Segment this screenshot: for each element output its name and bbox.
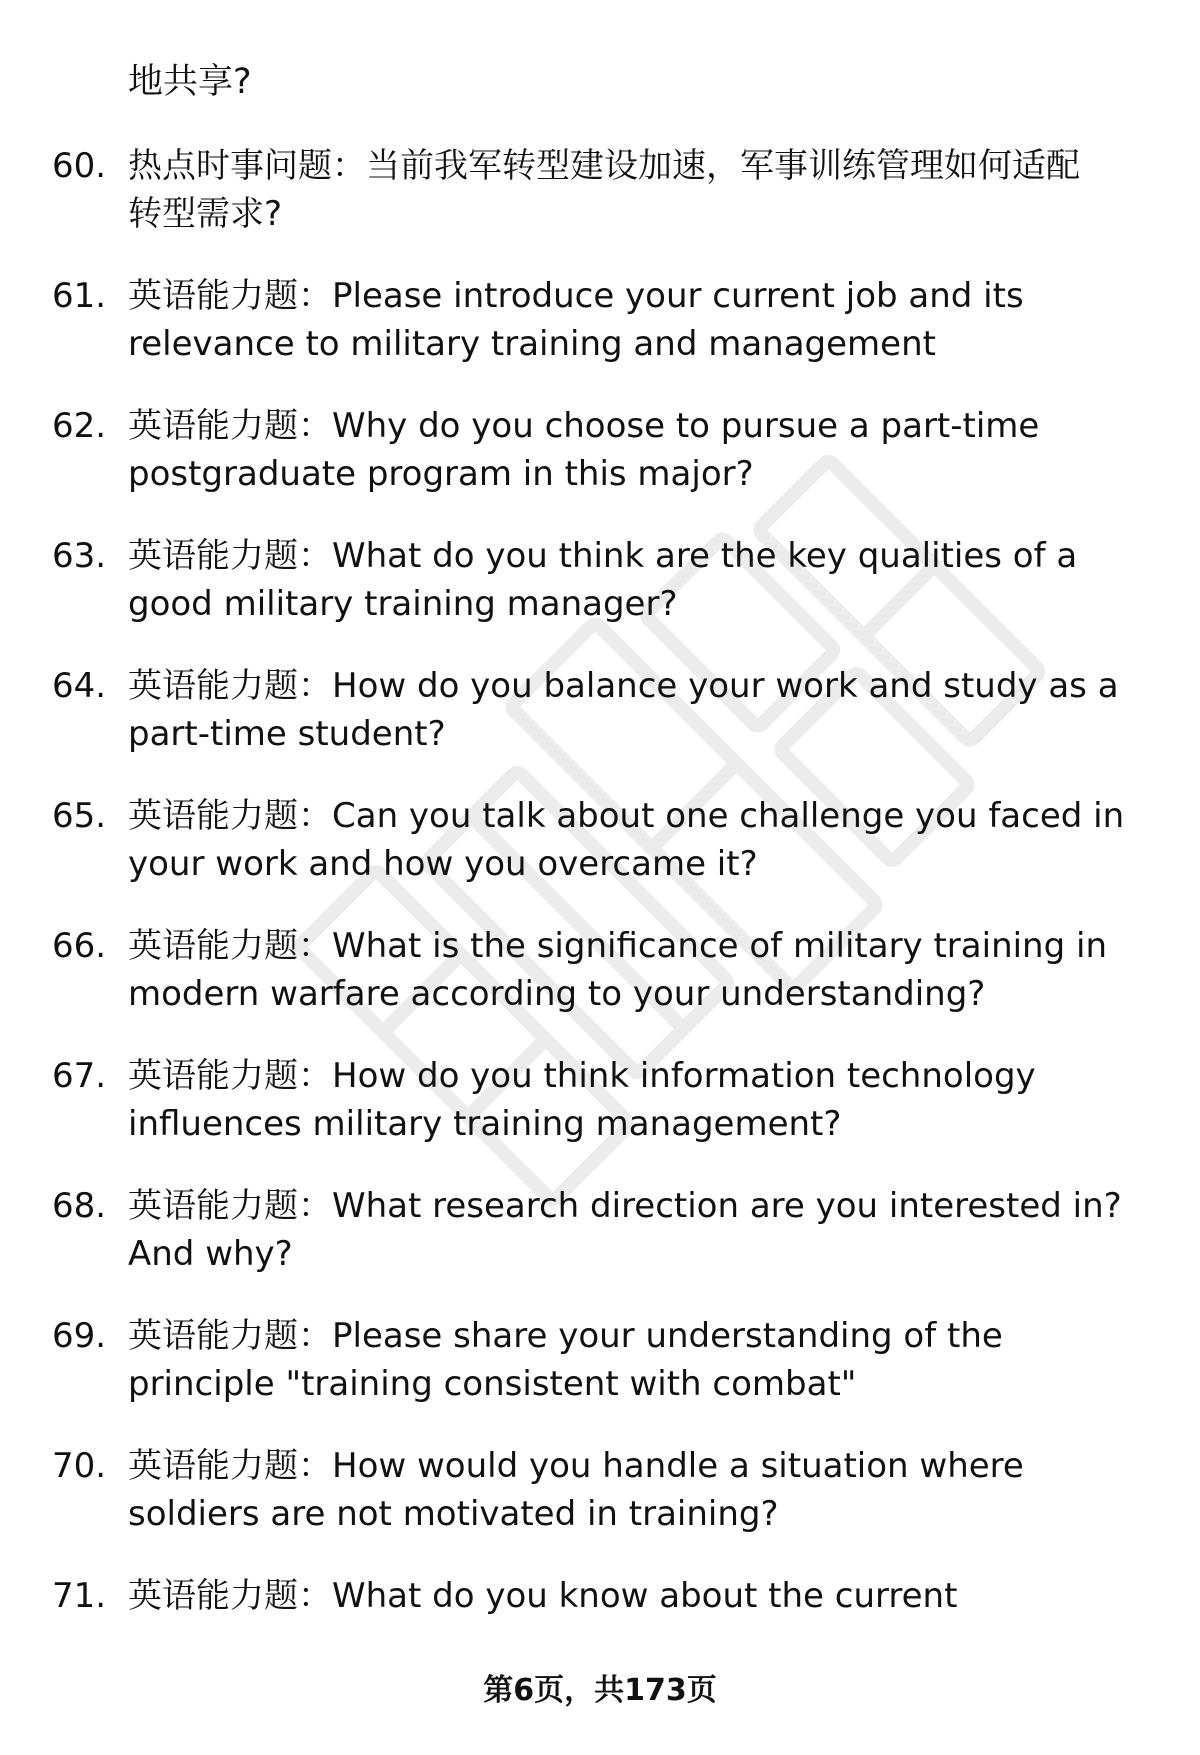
question-line: good military training manager? <box>128 584 678 624</box>
question-text <box>128 1312 1162 1408</box>
question-line: 英语能力题：What is the significance of military training in <box>128 926 1107 966</box>
question-number: 63. <box>52 536 107 576</box>
question-item <box>52 662 1162 758</box>
question-line: 英语能力题：How do you balance your work and study as a <box>128 666 1119 706</box>
question-line: relevance to military training and management <box>128 324 936 364</box>
page-footer: 第6页，共173页 <box>483 1673 717 1708</box>
question-text <box>128 1442 1162 1538</box>
question-text <box>128 662 1162 758</box>
question-line: your work and how you overcame it? <box>128 844 758 884</box>
question-line: 转型需求? <box>128 194 283 234</box>
question-line: principle "training consistent with combat" <box>128 1364 857 1404</box>
question-text <box>128 922 1162 1018</box>
question-line: 英语能力题：What research direction are you interested in? <box>128 1186 1122 1226</box>
question-number: 67. <box>52 1056 107 1096</box>
question-text <box>128 792 1162 888</box>
question-number: 69. <box>52 1316 107 1356</box>
question-line: postgraduate program in this major? <box>128 454 754 494</box>
question-item <box>52 792 1162 888</box>
question-number: 60. <box>52 146 107 186</box>
question-text <box>128 1052 1162 1148</box>
question-item <box>52 142 1162 238</box>
question-number: 71. <box>52 1576 107 1616</box>
question-number: 68. <box>52 1186 107 1226</box>
question-item <box>52 1182 1162 1278</box>
question-line: 英语能力题：How do you think information technology <box>128 1056 1036 1096</box>
question-text <box>128 1182 1162 1278</box>
question-item <box>52 532 1162 628</box>
question-text <box>128 272 1162 368</box>
question-line: 英语能力题：Please share your understanding of the <box>128 1316 1003 1356</box>
continuation-text: 地共享? <box>128 62 252 102</box>
question-number: 61. <box>52 276 107 316</box>
question-line: influences military training management? <box>128 1104 842 1144</box>
question-text <box>128 402 1162 498</box>
question-item <box>52 922 1162 1018</box>
question-line: part-time student? <box>128 714 446 754</box>
question-text <box>128 1572 1162 1620</box>
question-line: 热点时事问题：当前我军转型建设加速，军事训练管理如何适配 <box>128 146 1080 186</box>
question-line: soldiers are not motivated in training? <box>128 1494 779 1534</box>
question-number: 62. <box>52 406 107 446</box>
question-line: And why? <box>128 1234 293 1274</box>
question-line: 英语能力题：Please introduce your current job and its <box>128 276 1024 316</box>
question-item <box>52 402 1162 498</box>
question-number: 65. <box>52 796 107 836</box>
question-line: 英语能力题：What do you think are the key qualities of a <box>128 536 1078 576</box>
question-list <box>52 142 1162 1654</box>
question-number: 66. <box>52 926 107 966</box>
question-line: modern warfare according to your understanding? <box>128 974 986 1014</box>
question-line: 英语能力题：What do you know about the current <box>128 1576 958 1616</box>
question-item <box>52 1572 1162 1620</box>
question-item <box>52 272 1162 368</box>
question-line: 英语能力题：How would you handle a situation where <box>128 1446 1024 1486</box>
question-text <box>128 142 1162 238</box>
question-item <box>52 1312 1162 1408</box>
question-number: 64. <box>52 666 107 706</box>
question-text <box>128 532 1162 628</box>
question-number: 70. <box>52 1446 107 1486</box>
question-item <box>52 1052 1162 1148</box>
question-item <box>52 1442 1162 1538</box>
question-line: 英语能力题：Why do you choose to pursue a part-time <box>128 406 1040 446</box>
question-line: 英语能力题：Can you talk about one challenge you faced in <box>128 796 1125 836</box>
